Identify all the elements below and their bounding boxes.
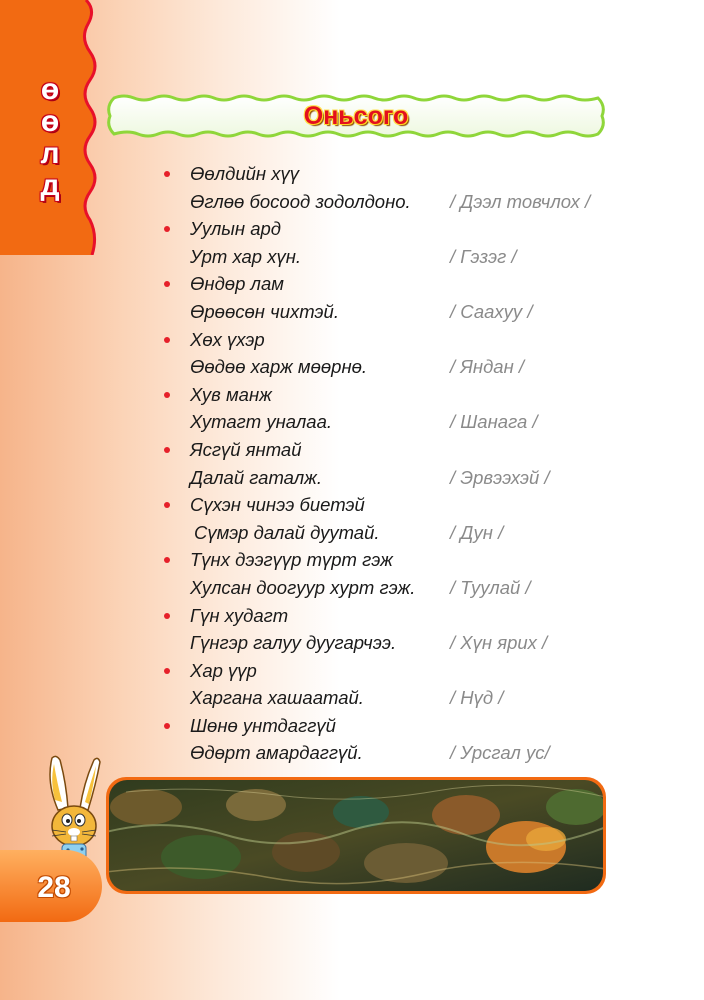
bullet-icon — [164, 337, 170, 343]
bullet-icon — [164, 668, 170, 674]
riddle-line: Урт хар хүн. — [190, 245, 302, 267]
riddle-line: Уулын ард — [190, 218, 282, 240]
bullet-icon — [164, 723, 170, 729]
riddle-answer: / Яндан / — [450, 356, 525, 378]
bullet-icon — [164, 281, 170, 287]
river-stones-photo — [106, 777, 606, 894]
bullet-icon — [164, 502, 170, 508]
riddle-answer: / Урсгал ус/ — [450, 742, 550, 764]
page-number: 28 — [37, 871, 71, 904]
bullet-icon — [164, 613, 170, 619]
riddle-line: Өрөөсөн чихтэй. — [190, 300, 339, 322]
riddle-line: Харгана хашаатай. — [190, 687, 364, 709]
riddle-answer: / Саахуу / — [450, 300, 533, 322]
list-item — [160, 381, 680, 436]
riddle-line: Гүн худагт — [190, 604, 289, 626]
riddle-answer: / Туулай / — [450, 576, 531, 598]
list-item — [160, 546, 680, 601]
list-item — [160, 215, 680, 270]
section-letter: д — [40, 169, 60, 202]
riddle-answer: / Хүн ярих / — [450, 632, 548, 654]
list-item — [160, 436, 680, 491]
riddle-answer: / Дээл товчлох / — [450, 190, 591, 212]
riddle-answer: / Дун / — [450, 521, 504, 543]
riddle-line: Хув манж — [190, 383, 272, 405]
bullet-icon — [164, 392, 170, 398]
riddle-line: Хар үүр — [190, 659, 257, 681]
bullet-icon — [164, 171, 170, 177]
list-item — [160, 491, 680, 546]
riddle-line: Сүхэн чинээ биетэй — [190, 494, 365, 516]
riddle-line: Өндөр лам — [190, 273, 284, 295]
bullet-icon — [164, 447, 170, 453]
riddle-answer: / Нүд / — [450, 687, 504, 709]
section-letter: ө — [40, 73, 60, 106]
riddle-line: Өөлдийн хүү — [190, 163, 299, 184]
riddle-line: Гүнгэр галуу дуугарчээ. — [190, 632, 397, 654]
riddle-answer: / Эрвээхэй / — [450, 466, 550, 488]
riddle-line: Шөнө унтдаггүй — [190, 714, 336, 736]
section-label — [30, 74, 70, 202]
riddle-line: Хөх үхэр — [190, 328, 265, 350]
riddle-line: Түнх дээгүүр түрт гэж — [190, 549, 393, 571]
list-item — [160, 326, 680, 381]
list-item — [160, 270, 680, 325]
section-letter: ө — [40, 105, 60, 138]
list-item — [160, 712, 680, 767]
section-letter: л — [40, 137, 60, 170]
riddle-answer: / Шанага / — [450, 411, 538, 433]
bullet-icon — [164, 226, 170, 232]
riddle-line: Хулсан доогуур хурт гэж. — [190, 576, 416, 598]
bullet-icon — [164, 557, 170, 563]
riddle-line: Өдөрт амардаггүй. — [190, 742, 363, 764]
riddle-line: Өглөө босоод зодолдоно. — [190, 190, 411, 212]
riddle-line: Сүмэр далай дуутай. — [194, 521, 380, 543]
riddle-line: Ясгүй янтай — [190, 438, 302, 460]
list-item — [160, 602, 680, 657]
list-item — [160, 657, 680, 712]
riddle-list — [160, 160, 680, 767]
list-item — [160, 160, 680, 215]
riddle-line: Далай гаталж. — [190, 466, 323, 488]
page-title: Оньсого — [303, 101, 409, 130]
riddle-line: Өөдөө харж мөөрнө. — [190, 356, 368, 378]
riddle-answer: / Гэзэг / — [450, 245, 517, 267]
riddle-line: Хутагт уналаа. — [190, 411, 333, 433]
